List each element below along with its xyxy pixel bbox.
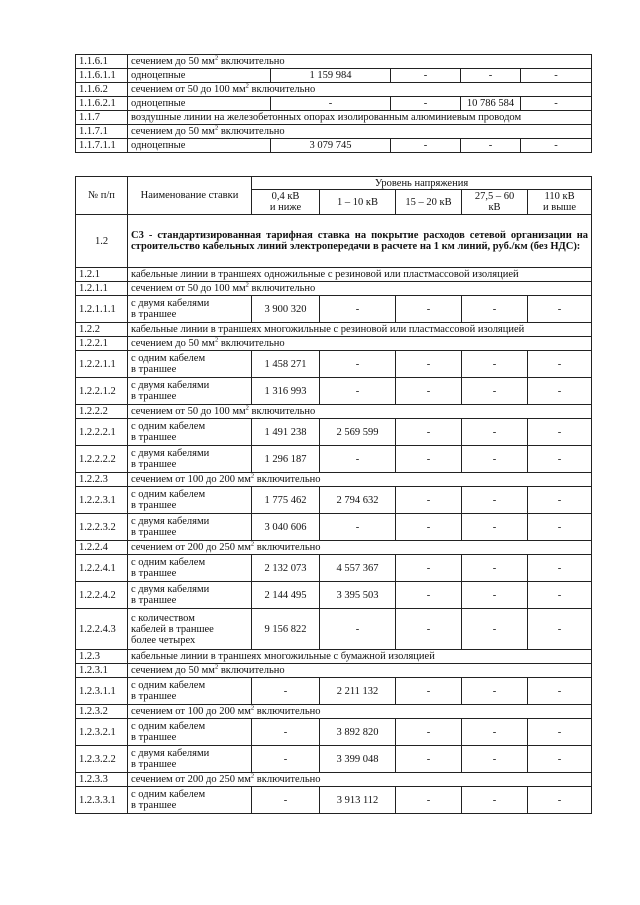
- row-label-line: с одним кабелем: [131, 680, 206, 691]
- superscript: 2: [214, 124, 219, 132]
- subsection-row: [76, 773, 592, 787]
- header-voltage-col-line: 0,4 кВ: [271, 191, 300, 202]
- row-label-line: в траншее: [131, 459, 177, 470]
- row-label-line: в траншее: [131, 364, 177, 375]
- row-value: 2 794 632: [320, 487, 396, 514]
- row-label: [128, 296, 252, 323]
- row-label-line: с одним кабелем: [131, 557, 206, 568]
- table-row: [76, 97, 592, 111]
- header-number: № п/п: [76, 177, 128, 215]
- row-number: 1.1.7: [76, 111, 128, 125]
- row-label: [128, 351, 252, 378]
- row-label-line: более четырех: [131, 634, 196, 646]
- row-label-line: в траншее: [131, 309, 177, 320]
- table-row: [76, 487, 592, 514]
- subsection-row: [76, 83, 592, 97]
- row-value: -: [396, 787, 462, 814]
- row-value: -: [396, 351, 462, 378]
- row-value: -: [528, 555, 592, 582]
- table-row: [76, 719, 592, 746]
- row-label: одноцепные: [128, 139, 271, 153]
- row-heading-suffix: включительно: [254, 706, 321, 717]
- row-heading: [128, 337, 592, 351]
- header-voltage-col: [396, 190, 462, 215]
- row-heading-suffix: включительно: [254, 474, 321, 485]
- row-value: -: [462, 351, 528, 378]
- subsection-row: [76, 650, 592, 664]
- subsection-row: [76, 125, 592, 139]
- row-value: -: [528, 609, 592, 650]
- table-row: [76, 746, 592, 773]
- row-label-line: в траншее: [131, 527, 177, 538]
- row-number: 1.2.2.2.1: [76, 419, 128, 446]
- row-value: -: [396, 746, 462, 773]
- row-value: -: [391, 97, 461, 111]
- row-number: 1.1.6.1: [76, 55, 128, 69]
- row-value: -: [528, 678, 592, 705]
- table-row: [76, 787, 592, 814]
- row-heading-text: сечением от 100 до 200 мм: [131, 474, 251, 485]
- header-voltage-col-line: 27,5 – 60: [474, 191, 515, 202]
- row-label-line: с одним кабелем: [131, 789, 206, 800]
- row-label-line: в траншее: [131, 568, 177, 579]
- row-label-line: с одним кабелем: [131, 353, 206, 364]
- row-value: -: [462, 582, 528, 609]
- tariff-table-continuation-body: [76, 55, 592, 153]
- row-number: 1.2.2.1.1: [76, 351, 128, 378]
- header-voltage-col-line: 1 – 10 кВ: [337, 196, 378, 208]
- row-value: -: [528, 719, 592, 746]
- row-value: -: [391, 139, 461, 153]
- row-value: 4 557 367: [320, 555, 396, 582]
- row-value: -: [461, 69, 521, 83]
- row-value: -: [462, 719, 528, 746]
- row-heading: [128, 405, 592, 419]
- row-number: 1.2.3.1.1: [76, 678, 128, 705]
- superscript: 2: [250, 772, 255, 780]
- row-label-line: с двумя кабелями: [131, 584, 210, 595]
- row-value: -: [461, 139, 521, 153]
- row-heading-text: сечением до 50 мм: [131, 665, 215, 676]
- row-heading: [128, 111, 592, 125]
- section-row: [76, 215, 592, 268]
- row-heading-suffix: включительно: [248, 406, 316, 417]
- subsection-row: [76, 268, 592, 282]
- row-value: -: [396, 719, 462, 746]
- row-value: -: [252, 719, 320, 746]
- row-heading-suffix: включительно: [254, 542, 321, 553]
- row-heading-text: сечением от 200 до 250 мм: [131, 774, 251, 785]
- header-voltage-col: [252, 190, 320, 215]
- row-value: 9 156 822: [252, 609, 320, 650]
- row-number: 1.1.6.2: [76, 83, 128, 97]
- row-number: 1.2.2.3.2: [76, 514, 128, 541]
- row-number: 1.2.2.2: [76, 405, 128, 419]
- subsection-row: [76, 323, 592, 337]
- superscript: 2: [245, 82, 249, 90]
- row-number: 1.2.3.2: [76, 705, 128, 719]
- row-value: -: [462, 609, 528, 650]
- row-heading-text: сечением от 50 до 100 мм: [131, 84, 246, 95]
- row-number: 1.2.3.3: [76, 773, 128, 787]
- row-label-line: в траншее: [131, 432, 177, 443]
- row-value: -: [396, 296, 462, 323]
- row-value: -: [391, 69, 461, 83]
- header-voltage-col: [462, 190, 528, 215]
- row-value: 3 395 503: [320, 582, 396, 609]
- row-value: -: [528, 746, 592, 773]
- row-heading-text: сечением от 200 до 250 мм: [131, 542, 251, 553]
- row-value: -: [528, 487, 592, 514]
- row-heading: [128, 55, 592, 69]
- row-number: 1.1.6.1.1: [76, 69, 128, 83]
- row-label-line: с двумя кабелями: [131, 448, 210, 459]
- row-label: [128, 378, 252, 405]
- row-number: 1.2.2: [76, 323, 128, 337]
- row-value: -: [528, 378, 592, 405]
- row-label-line: в траншее: [131, 595, 177, 606]
- superscript: 2: [214, 663, 219, 671]
- header-voltage-col-line: и выше: [543, 202, 577, 213]
- row-value: -: [396, 446, 462, 473]
- row-heading-text: кабельные линии в траншеях многожильные с бумажной изоляцией: [131, 651, 435, 662]
- row-number: 1.2.3: [76, 650, 128, 664]
- row-label-line: с двумя кабелями: [131, 748, 210, 759]
- row-label: [128, 446, 252, 473]
- table-row: [76, 609, 592, 650]
- row-number: 1.2.2.1: [76, 337, 128, 351]
- row-number: 1.1.6.2.1: [76, 97, 128, 111]
- row-value: -: [462, 678, 528, 705]
- row-value: -: [462, 787, 528, 814]
- row-value: 2 569 599: [320, 419, 396, 446]
- row-heading: [128, 83, 592, 97]
- row-value: -: [528, 296, 592, 323]
- row-heading: [128, 282, 592, 296]
- row-value: 3 900 320: [252, 296, 320, 323]
- header-voltage-col-line: 15 – 20 кВ: [405, 196, 452, 208]
- row-number: 1.2.3.2.1: [76, 719, 128, 746]
- row-number: 1.2.3.2.2: [76, 746, 128, 773]
- row-heading: [128, 650, 592, 664]
- row-label-line: с двумя кабелями: [131, 516, 210, 527]
- table-row: [76, 69, 592, 83]
- subsection-row: [76, 405, 592, 419]
- row-number: 1.2.2.3.1: [76, 487, 128, 514]
- row-value: -: [252, 746, 320, 773]
- row-value: 10 786 584: [461, 97, 521, 111]
- row-value: -: [396, 609, 462, 650]
- subsection-row: [76, 705, 592, 719]
- row-number: 1.2.2.4.1: [76, 555, 128, 582]
- row-value: -: [462, 296, 528, 323]
- subsection-row: [76, 664, 592, 678]
- section-title: С3 - стандартизированная тарифная ставка на покрытие расходов сетевой организации на строительство кабельных линий электропередачи в расчете на 1 км линий, руб./км (без НДС):: [128, 215, 592, 268]
- row-heading-suffix: включительно: [248, 283, 316, 294]
- row-label: [128, 609, 252, 650]
- row-heading-text: кабельные линии в траншеях одножильные с резиновой или пластмассовой изоляцией: [131, 269, 519, 280]
- row-heading: [128, 125, 592, 139]
- row-value: -: [462, 419, 528, 446]
- row-value: -: [528, 419, 592, 446]
- row-label: [128, 787, 252, 814]
- row-value: -: [396, 678, 462, 705]
- table-body: [76, 215, 592, 814]
- row-number: 1.2.2.4: [76, 541, 128, 555]
- row-number: 1.2.2.4.3: [76, 609, 128, 650]
- header-voltage-col: [320, 190, 396, 215]
- row-number: 1.2.3.3.1: [76, 787, 128, 814]
- row-number: 1.2.2.2.2: [76, 446, 128, 473]
- row-value: 2 132 073: [252, 555, 320, 582]
- row-value: -: [396, 582, 462, 609]
- superscript: 2: [250, 540, 255, 548]
- superscript: 2: [214, 336, 219, 344]
- tariff-table-continuation: [75, 54, 592, 153]
- row-heading: [128, 473, 592, 487]
- header-voltage-col-line: кВ: [488, 202, 501, 213]
- row-label: одноцепные: [128, 69, 271, 83]
- header-voltage-level: Уровень напряжения: [252, 177, 592, 190]
- table-row: [76, 378, 592, 405]
- row-heading-text: сечением до 50 мм: [131, 126, 215, 137]
- subsection-row: [76, 473, 592, 487]
- row-label-line: в траншее: [131, 500, 177, 511]
- row-value: -: [252, 678, 320, 705]
- row-value: -: [528, 582, 592, 609]
- row-label-line: с двумя кабелями: [131, 298, 210, 309]
- row-value: -: [396, 378, 462, 405]
- row-value: 2 144 495: [252, 582, 320, 609]
- section-number: 1.2: [76, 215, 128, 268]
- row-value: -: [462, 746, 528, 773]
- cable-lines-tariff-table: [75, 176, 592, 814]
- row-value: -: [320, 609, 396, 650]
- row-label-line: с одним кабелем: [131, 721, 206, 732]
- row-heading: [128, 268, 592, 282]
- row-value: -: [252, 787, 320, 814]
- table-row: [76, 555, 592, 582]
- row-label-line: в траншее: [131, 759, 177, 770]
- row-number: 1.2.2.4.2: [76, 582, 128, 609]
- row-heading: [128, 705, 592, 719]
- table-row: [76, 351, 592, 378]
- row-heading-suffix: включительно: [218, 126, 285, 137]
- row-label: [128, 678, 252, 705]
- row-value: -: [462, 555, 528, 582]
- row-value: -: [396, 555, 462, 582]
- row-label: [128, 582, 252, 609]
- row-value: -: [462, 487, 528, 514]
- header-name: Наименование ставки: [128, 177, 252, 215]
- row-value: -: [396, 419, 462, 446]
- table-row: [76, 419, 592, 446]
- header-voltage-col-line: и ниже: [269, 202, 302, 213]
- row-number: 1.2.2.3: [76, 473, 128, 487]
- header-voltage-col: [528, 190, 592, 215]
- row-heading-text: сечением до 50 мм: [131, 338, 215, 349]
- table-row: [76, 296, 592, 323]
- row-heading-suffix: включительно: [248, 84, 316, 95]
- row-heading-text: кабельные линии в траншеях многожильные с резиновой или пластмассовой изоляцией: [131, 324, 525, 335]
- row-heading-text: сечением до 50 мм: [131, 56, 215, 67]
- row-heading-text: воздушные линии на железобетонных опорах изолированным алюминиевым проводом: [131, 112, 522, 123]
- row-value: 1 491 238: [252, 419, 320, 446]
- row-label: [128, 555, 252, 582]
- row-value: 3 040 606: [252, 514, 320, 541]
- subsection-row: [76, 541, 592, 555]
- row-label-line: с одним кабелем: [131, 489, 206, 500]
- row-value: -: [521, 69, 592, 83]
- row-value: -: [271, 97, 391, 111]
- row-value: 1 296 187: [252, 446, 320, 473]
- row-value: 1 316 993: [252, 378, 320, 405]
- row-number: 1.2.1: [76, 268, 128, 282]
- row-value: -: [521, 139, 592, 153]
- row-value: -: [396, 514, 462, 541]
- row-value: -: [462, 514, 528, 541]
- row-label-line: кабелей в траншее: [131, 623, 214, 635]
- row-label: [128, 719, 252, 746]
- row-value: -: [320, 296, 396, 323]
- row-value: -: [320, 351, 396, 378]
- row-label: [128, 514, 252, 541]
- row-value: -: [521, 97, 592, 111]
- table-row: [76, 514, 592, 541]
- row-value: 2 211 132: [320, 678, 396, 705]
- row-value: 3 913 112: [320, 787, 396, 814]
- row-number: 1.1.7.1: [76, 125, 128, 139]
- superscript: 2: [245, 404, 249, 412]
- row-value: 3 892 820: [320, 719, 396, 746]
- row-label-line: с двумя кабелями: [131, 380, 210, 391]
- row-label-line: в траншее: [131, 391, 177, 402]
- table-row: [76, 678, 592, 705]
- row-heading: [128, 323, 592, 337]
- row-value: -: [462, 378, 528, 405]
- row-value: -: [528, 446, 592, 473]
- row-heading-text: сечением от 50 до 100 мм: [131, 406, 246, 417]
- row-label-line: с количеством: [131, 612, 195, 624]
- row-label: [128, 487, 252, 514]
- row-number: 1.2.1.1: [76, 282, 128, 296]
- superscript: 2: [250, 472, 255, 480]
- table-row: [76, 582, 592, 609]
- row-label-line: с одним кабелем: [131, 421, 206, 432]
- row-number: 1.2.1.1.1: [76, 296, 128, 323]
- row-value: -: [320, 446, 396, 473]
- subsection-row: [76, 55, 592, 69]
- row-label: одноцепные: [128, 97, 271, 111]
- row-value: -: [462, 446, 528, 473]
- row-heading-text: сечением от 50 до 100 мм: [131, 283, 246, 294]
- subsection-row: [76, 111, 592, 125]
- row-value: -: [528, 787, 592, 814]
- row-label-line: в траншее: [131, 800, 177, 811]
- superscript: 2: [214, 54, 219, 62]
- row-number: 1.1.7.1.1: [76, 139, 128, 153]
- row-heading: [128, 664, 592, 678]
- row-value: -: [320, 378, 396, 405]
- row-heading: [128, 541, 592, 555]
- subsection-row: [76, 282, 592, 296]
- row-heading-text: сечением от 100 до 200 мм: [131, 706, 251, 717]
- row-heading: [128, 773, 592, 787]
- row-value: -: [528, 514, 592, 541]
- table-header: [76, 177, 592, 215]
- row-number: 1.2.3.1: [76, 664, 128, 678]
- row-label: [128, 746, 252, 773]
- row-heading-suffix: включительно: [218, 665, 285, 676]
- row-heading-suffix: включительно: [218, 56, 285, 67]
- header-voltage-col-line: 110 кВ: [544, 191, 575, 202]
- row-label: [128, 419, 252, 446]
- row-value: 1 458 271: [252, 351, 320, 378]
- row-value: 3 079 745: [271, 139, 391, 153]
- row-label-line: в траншее: [131, 691, 177, 702]
- row-heading-suffix: включительно: [254, 774, 321, 785]
- row-value: -: [528, 351, 592, 378]
- superscript: 2: [245, 281, 249, 289]
- row-value: 1 159 984: [271, 69, 391, 83]
- table-row: [76, 446, 592, 473]
- row-value: -: [396, 487, 462, 514]
- row-number: 1.2.2.1.2: [76, 378, 128, 405]
- table-row: [76, 139, 592, 153]
- row-value: -: [320, 514, 396, 541]
- row-heading-suffix: включительно: [218, 338, 285, 349]
- row-value: 1 775 462: [252, 487, 320, 514]
- superscript: 2: [250, 704, 255, 712]
- row-label-line: в траншее: [131, 732, 177, 743]
- row-value: 3 399 048: [320, 746, 396, 773]
- subsection-row: [76, 337, 592, 351]
